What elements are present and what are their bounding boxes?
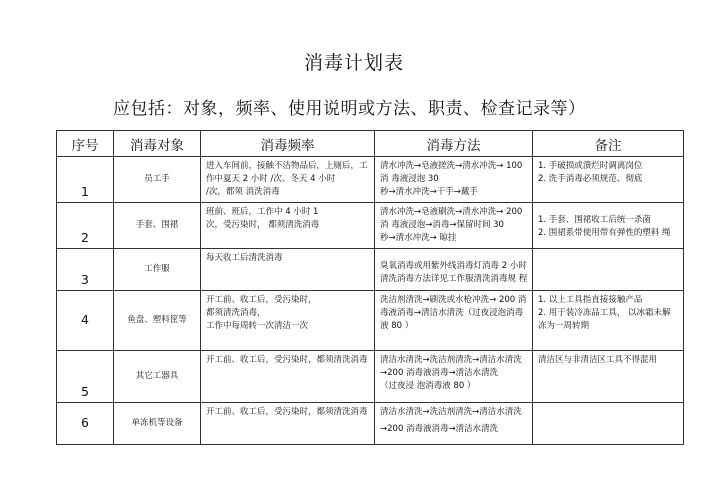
row-number: 5 <box>57 351 114 403</box>
table-row <box>57 203 684 249</box>
row-method: 清洁水清洗→洗洁剂清洗→清洁水清洗 →200 消毒液消毒→清洁水清洗 <box>375 403 533 445</box>
table-row <box>57 351 684 403</box>
header-no: 序号 <box>57 131 114 157</box>
table-header-row <box>57 131 684 157</box>
row-notes: 1. 以上工具指直接接触产品 2. 用于装冷冻品工具， 以冰霜未解 冻为一周转期 <box>533 291 684 351</box>
row-method: 清洁水清洗→洗洁剂清洗→清洁水清洗 →200 消毒液消毒→清洁水清洗 （过夜浸 泡消毒液 80 ） <box>375 351 533 403</box>
table-row <box>57 157 684 203</box>
row-object: 鱼盘、塑料筐等 <box>114 291 201 351</box>
document-title: 消毒计划表 <box>303 52 404 74</box>
table-row <box>57 249 684 291</box>
row-notes: 清洁区与非清洁区工具不得混用 <box>533 351 684 403</box>
row-number: 2 <box>57 203 114 249</box>
row-number: 6 <box>57 403 114 445</box>
header-notes: 备注 <box>533 131 684 157</box>
document-subtitle: 应包括：对象，频率、使用说明或方法、职责、检查记录等） <box>113 99 586 119</box>
row-method: 清水冲洗→皂液搓洗→清水冲洗→ 100 消 毒液浸泡 30 秒→清水冲洗→干手→戴手 <box>375 157 533 203</box>
row-object: 单冻机等设备 <box>114 403 201 445</box>
row-notes: 1. 手破损或溃烂时调离岗位 2. 洗手消毒必须规范、彻底 <box>533 157 684 203</box>
header-frequency: 消毒频率 <box>201 131 375 157</box>
row-notes <box>533 403 684 445</box>
row-object: 工作服 <box>114 249 201 291</box>
table-row <box>57 403 684 445</box>
row-number: 1 <box>57 157 114 203</box>
row-number: 4 <box>57 291 114 351</box>
row-frequency: 进入车间前，接触不洁物品后，上厕后，工 作中夏天 2 小时 /次、冬天 4 小时 /次，都须 消洗消毒 <box>201 157 375 203</box>
row-number: 3 <box>57 249 114 291</box>
row-method: 臭氧消毒或用紫外线消毒灯消毒 2 小时 清洗消毒方法详见工作服清洗消毒规 程 <box>375 249 533 291</box>
row-object: 员工手 <box>114 157 201 203</box>
row-object: 其它工器具 <box>114 351 201 403</box>
row-object: 手套、围裙 <box>114 203 201 249</box>
row-method: 清水冲洗→皂液刷洗→清水冲洗→ 200 消 毒液浸泡→消毒→保留时间 30 秒→清水冲洗→ 晾挂 <box>375 203 533 249</box>
row-frequency: 每天收工后清洗消毒 <box>201 249 375 291</box>
row-frequency: 开工前、收工后，受污染时， 都须清洗消毒， 工作中每周转一次清洁一次 <box>201 291 375 351</box>
row-notes <box>533 249 684 291</box>
row-frequency: 开工前、收工后，受污染时，都须清洗消毒 <box>201 403 375 445</box>
row-notes: 1. 手套、围裙收工后统一杀菌 2. 围裙系带使用带有弹性的塑料 绳 <box>533 203 684 249</box>
row-frequency: 班前、班后，工作中 4 小时 1 次，受污染时， 都须清洗消毒 <box>201 203 375 249</box>
disinfection-plan-table <box>56 130 684 445</box>
header-method: 消毒方法 <box>375 131 533 157</box>
row-frequency: 开工前、收工后，受污染时，都须清洗消毒 <box>201 351 375 403</box>
table-row <box>57 291 684 351</box>
header-object: 消毒对象 <box>114 131 201 157</box>
row-method: 洗洁剂清洗→刷洗或水枪冲洗→ 200 消 毒液消毒→清洁水清洗（过夜浸泡消毒 液 80 ） <box>375 291 533 351</box>
